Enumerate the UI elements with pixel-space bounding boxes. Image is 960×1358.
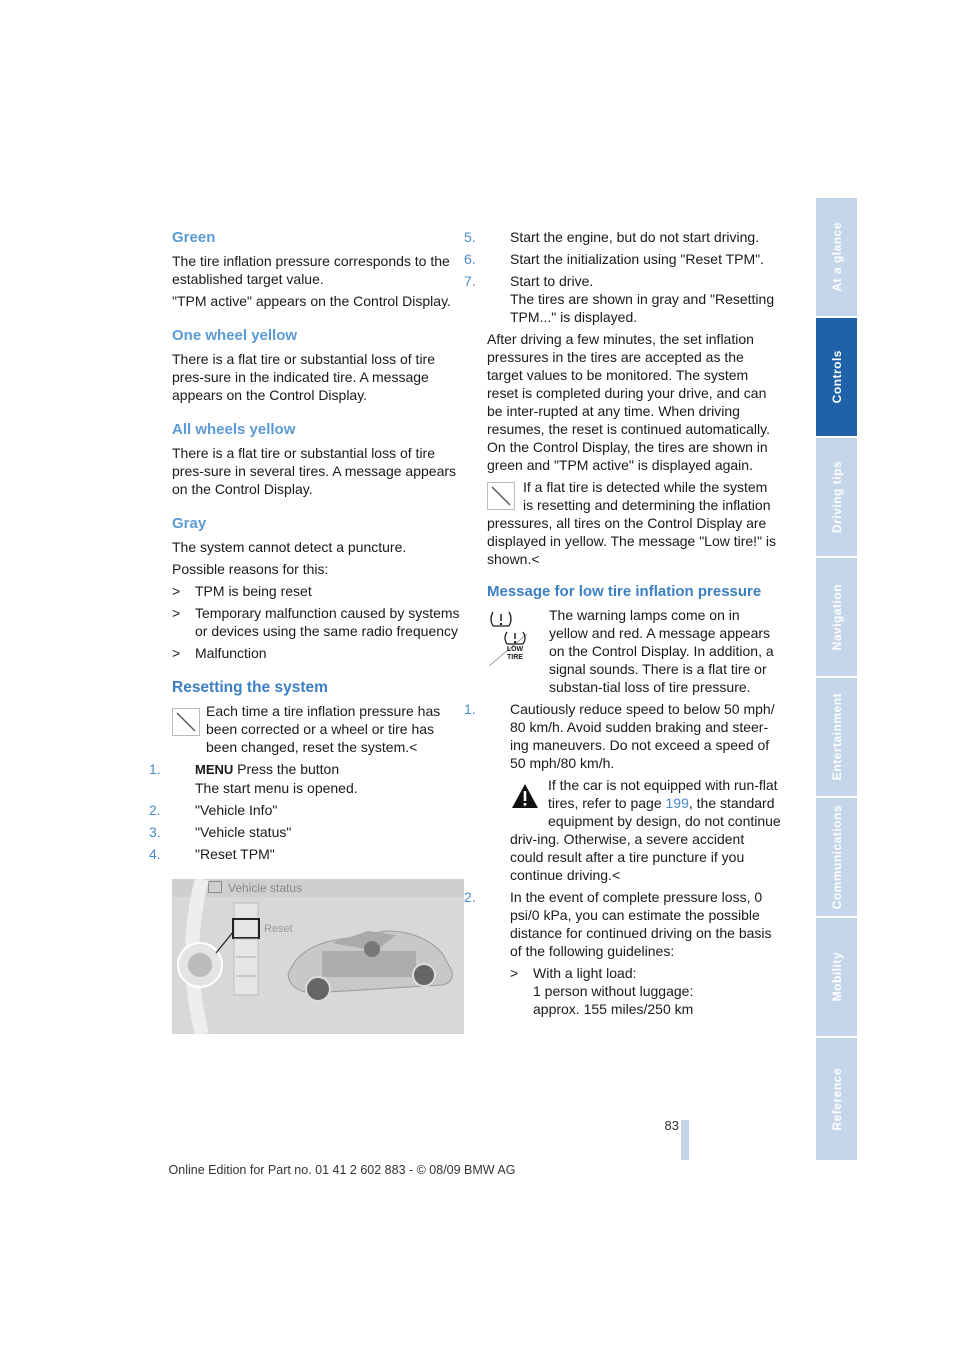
step-2: 2. "Vehicle Info" — [149, 802, 278, 818]
step-5: 5. Start the engine, but do not start driving. — [464, 229, 760, 245]
load-line-2: 1 person without luggage: — [533, 983, 694, 999]
low-pressure-message: LOW TIRE The warning lamps come on in yellow and red. A message appears on the Control Display. In addition, a signal sounds. There is a flat tire or substan-tial loss of tire pressure. — [487, 606, 781, 696]
gray-text: The system cannot detect a puncture. — [172, 539, 407, 555]
step-4: 4. "Reset TPM" — [149, 846, 275, 862]
page-number: 83 — [664, 1118, 679, 1133]
left-column — [149, 228, 466, 863]
sidebar-tab-communications[interactable]: Communications — [816, 798, 857, 916]
load-line-3: approx. 155 miles/250 km — [533, 1001, 694, 1017]
gray-heading: Gray — [172, 515, 207, 532]
tire-warning-icon — [487, 608, 543, 672]
reset-note: Each time a tire inflation pressure has been corrected or a wheel or tire has been changed, reset the system.< — [172, 702, 466, 756]
page-marker — [681, 1120, 689, 1160]
note-icon — [172, 708, 200, 740]
step-3: 3. "Vehicle status" — [149, 824, 292, 840]
one-wheel-heading: One wheel yellow — [172, 327, 298, 344]
green-text: The tire inflation pressure corresponds to the established target value. — [172, 253, 450, 287]
flat-tire-note: If a flat tire is detected while the system is resetting and determining the inflation pressures, all tires on the Control Display are displayed in yellow. The message "Low tire!" is shown.< — [487, 479, 777, 567]
sidebar-tab-reference[interactable]: Reference — [816, 1038, 857, 1160]
list-item: > Malfunction — [172, 645, 267, 661]
right-column — [464, 228, 781, 1018]
reset-menu-item[interactable]: Reset — [264, 923, 293, 935]
list-item: > With a light load: — [510, 965, 637, 981]
page-link[interactable]: 199 — [665, 795, 689, 811]
footer: Online Edition for Part no. 01 41 2 602 883 - © 08/09 BMW AG — [168, 1163, 516, 1177]
low-tire-label: LOW TIRE — [506, 646, 524, 661]
all-wheels-heading: All wheels yellow — [172, 421, 296, 438]
green-heading: Green — [172, 229, 216, 246]
sidebar-tab-entertainment[interactable]: Entertainment — [816, 678, 857, 796]
reset-heading: Resetting the system — [172, 679, 328, 696]
after-driving-text: After driving a few minutes, the set inflation pressures in the tires are accepted as the target values to be monitored. The system reset is completed during your drive, and can be inter-rupted at any time. When driving resumes, the reset is continued automatically. On the Control Display, the tires are shown in green and "TPM active" is displayed again. — [487, 331, 770, 473]
step-7: 7. Start to drive. — [464, 273, 594, 289]
step-1: 1. MENU Press the button — [149, 761, 340, 777]
chapter-sidebar — [816, 198, 857, 1160]
step-7-sub: The tires are shown in gray and "Resetting TPM..." is displayed. — [510, 291, 775, 325]
gray-text-2: Possible reasons for this: — [172, 561, 329, 577]
sidebar-tab-controls[interactable]: Controls — [816, 318, 857, 436]
one-wheel-text: There is a flat tire or substantial loss of tire pres-sure in the indicated tire. A message appears on the Control Display. — [172, 351, 435, 403]
list-item: > TPM is being reset — [172, 583, 312, 599]
low-pressure-heading: Message for low tire inflation pressure — [487, 583, 762, 600]
all-wheels-text: There is a flat tire or substantial loss of tire pres-sure in several tires. A message appears on the Control Display. — [172, 445, 457, 497]
screen-title: Vehicle status — [228, 881, 303, 895]
vehicle-illustration — [172, 879, 464, 1034]
low-step-1: 1. Cautiously reduce speed to below 50 mph/ 80 km/h. Avoid sudden braking and steer-ing maneuvers. Do not exceed a speed of 50 mph/80 km/h. — [464, 701, 775, 771]
list-item: > Temporary malfunction caused by systems or devices using the same radio frequency — [172, 605, 460, 639]
sidebar-tab-mobility[interactable]: Mobility — [816, 918, 857, 1036]
vehicle-status-screen — [172, 879, 464, 1034]
note-icon — [487, 482, 517, 512]
green-text-2: "TPM active" appears on the Control Display. — [172, 293, 451, 309]
warning-note: If the car is not equipped with run-flat tires, refer to page 199, the standard equipment by design, do not continue driv-ing. Otherwise, a severe accident could result after a tire puncture if you continue driving.< — [510, 777, 781, 883]
low-step-2: 2. In the event of complete pressure loss, 0 psi/0 kPa, you can estimate the possible distance for continued driving on the basis of the following guidelines: — [464, 889, 772, 959]
warning-icon — [510, 782, 540, 814]
sidebar-tab-at-a-glance[interactable]: At a glance — [816, 198, 857, 316]
step-6: 6. Start the initialization using "Reset TPM". — [464, 251, 765, 267]
sidebar-tab-navigation[interactable]: Navigation — [816, 558, 857, 676]
step-1-sub: The start menu is opened. — [195, 780, 358, 796]
sidebar-tab-driving-tips[interactable]: Driving tips — [816, 438, 857, 556]
